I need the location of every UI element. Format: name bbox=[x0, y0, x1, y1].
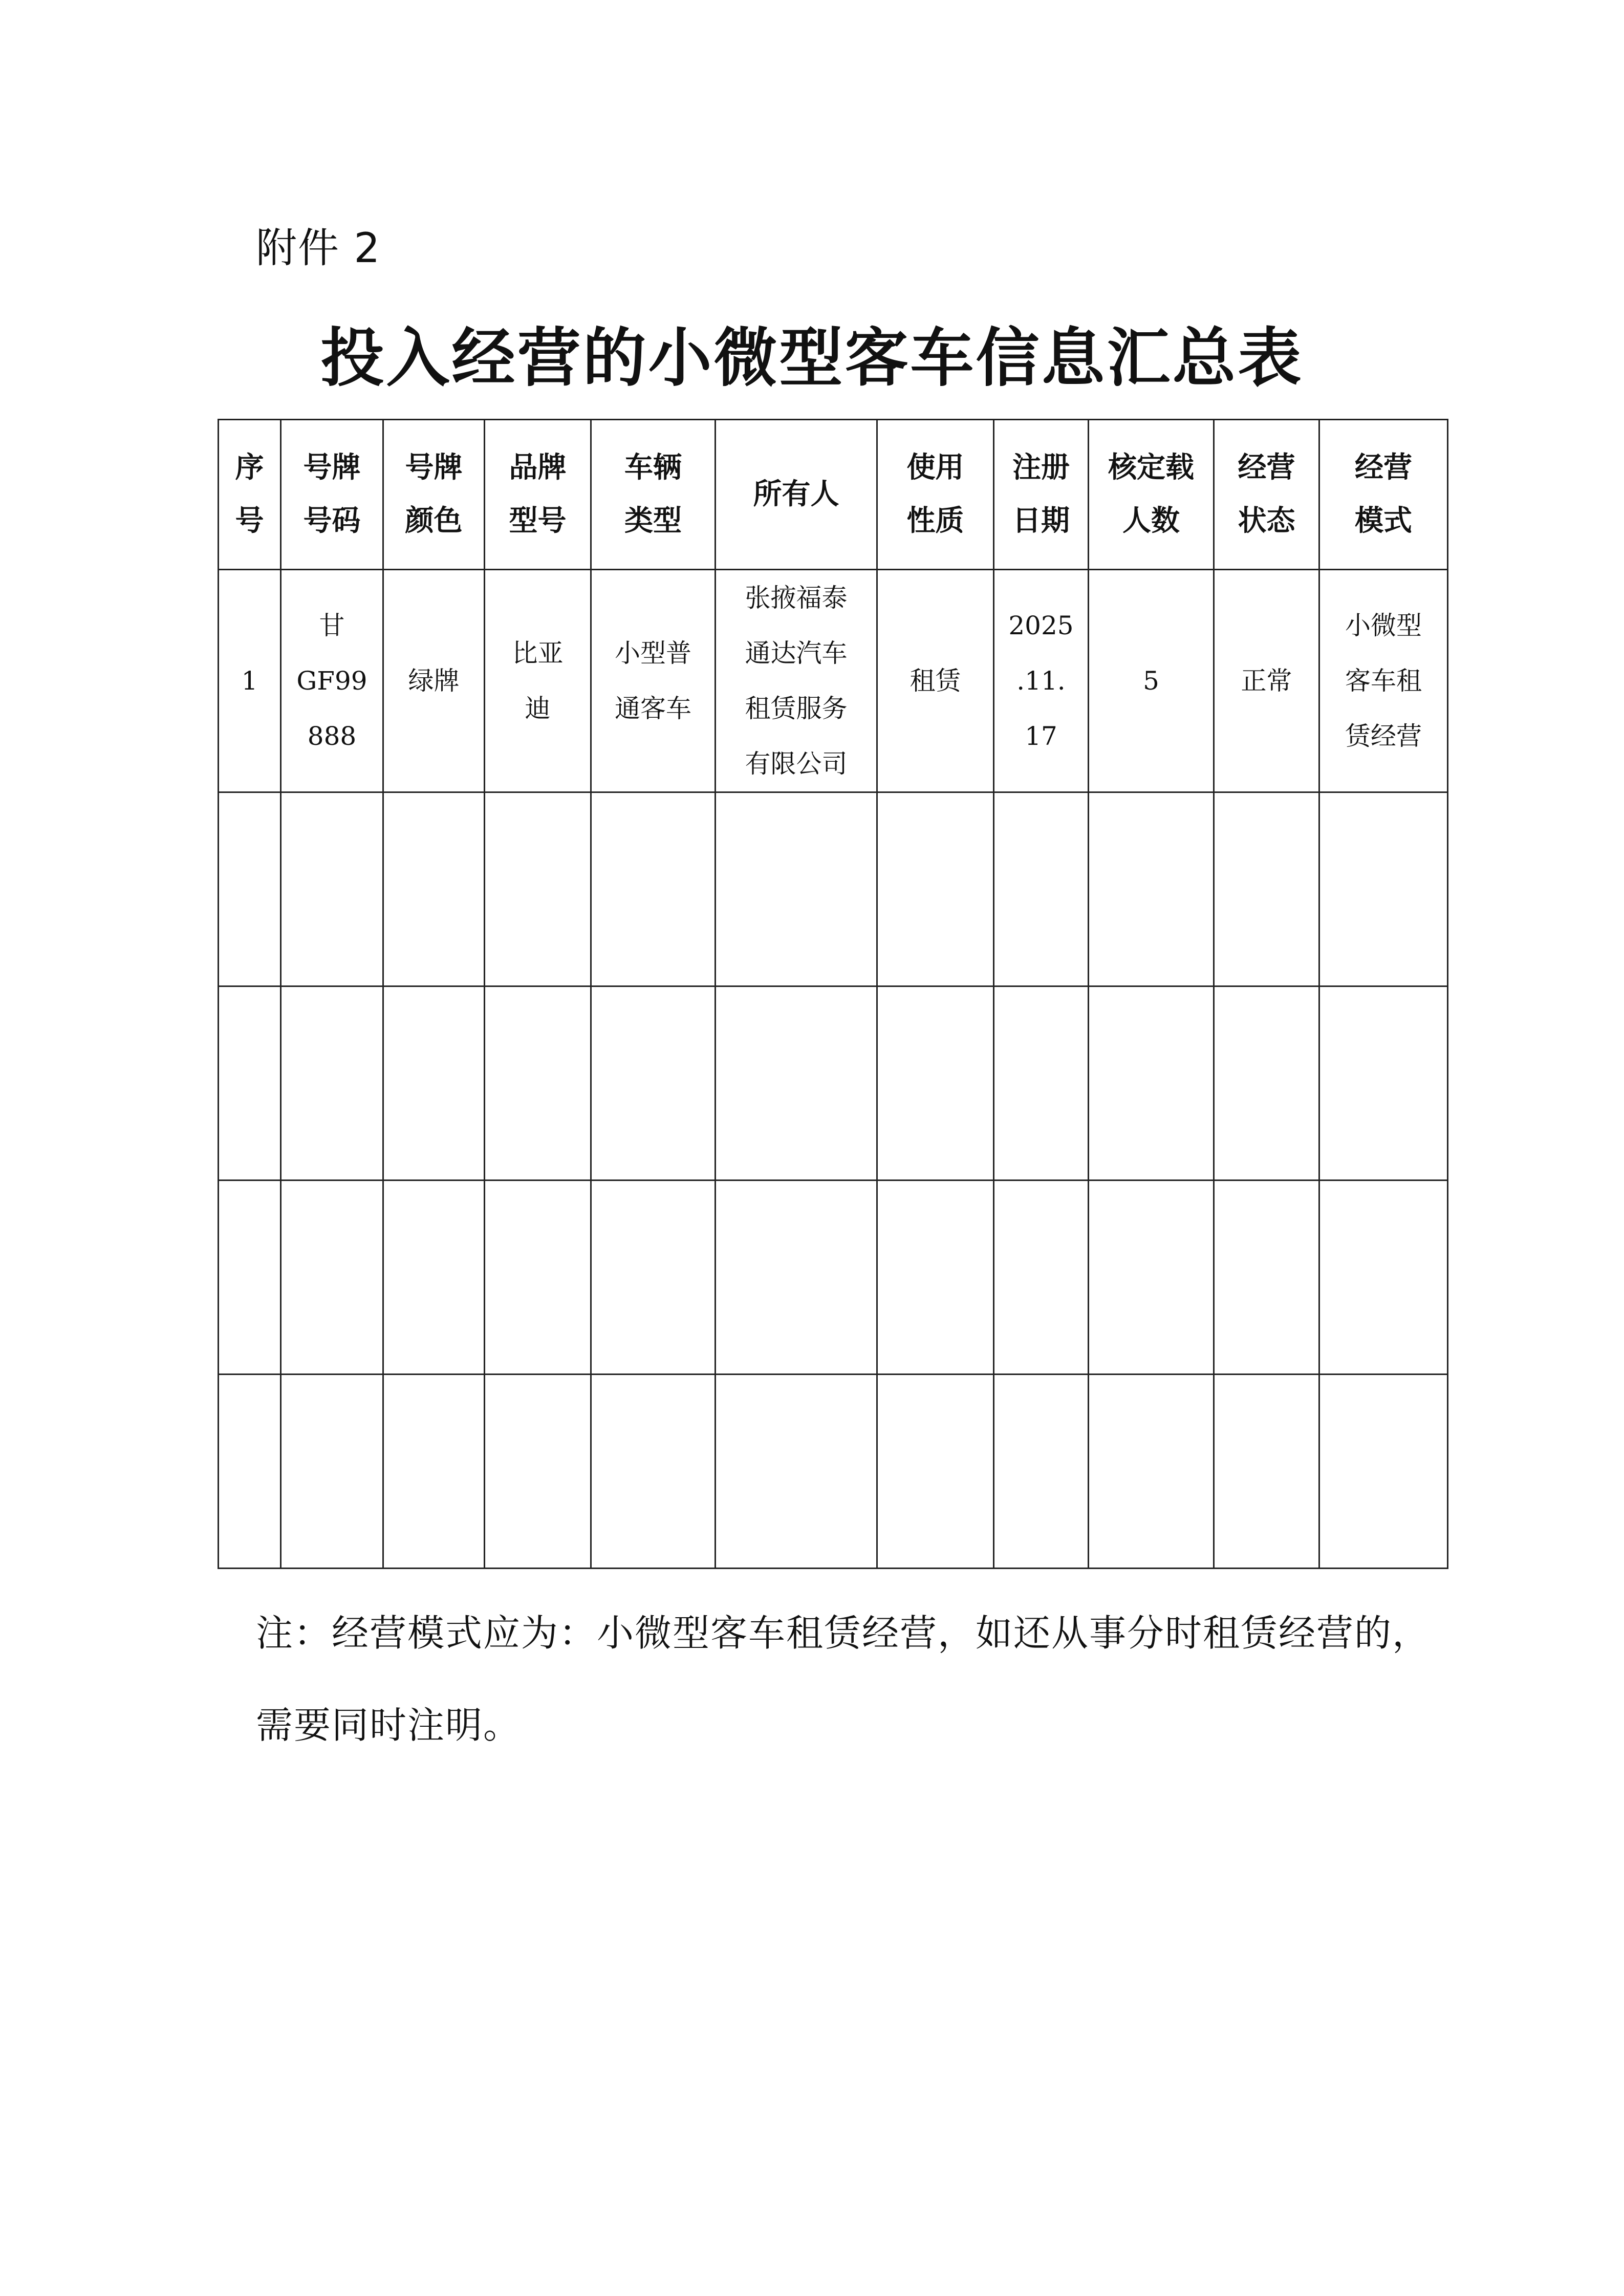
cell-plate-number: 甘 GF99 888 bbox=[281, 570, 383, 792]
empty-cell bbox=[1089, 986, 1214, 1181]
empty-cell bbox=[716, 986, 877, 1181]
table-row bbox=[219, 570, 1448, 792]
header-operation-mode: 经营 模式 bbox=[1319, 420, 1448, 570]
empty-cell bbox=[1214, 1375, 1319, 1569]
empty-cell bbox=[485, 986, 591, 1181]
empty-cell bbox=[383, 986, 485, 1181]
footnote: 注：经营模式应为：小微型客车租赁经营，如还从事分时租赁经营的，需要同时注明。 bbox=[256, 1612, 1431, 1747]
header-plate-number: 号牌 号码 bbox=[281, 420, 383, 570]
empty-cell bbox=[1319, 792, 1448, 986]
empty-cell bbox=[383, 1375, 485, 1569]
empty-cell bbox=[877, 1181, 994, 1375]
empty-cell bbox=[877, 792, 994, 986]
empty-cell bbox=[994, 986, 1089, 1181]
empty-cell bbox=[281, 1375, 383, 1569]
cell-plate-color: 绿牌 bbox=[383, 570, 485, 792]
empty-cell bbox=[1214, 792, 1319, 986]
header-seats: 核定载 人数 bbox=[1089, 420, 1214, 570]
empty-cell bbox=[877, 1375, 994, 1569]
empty-table-row bbox=[219, 792, 1448, 986]
empty-table-row bbox=[219, 986, 1448, 1181]
header-status: 经营 状态 bbox=[1214, 420, 1319, 570]
empty-cell bbox=[1089, 792, 1214, 986]
cell-owner: 张掖福泰 通达汽车 租赁服务 有限公司 bbox=[716, 570, 877, 792]
empty-cell bbox=[485, 792, 591, 986]
cell-vehicle-type: 小型普 通客车 bbox=[591, 570, 716, 792]
empty-table-row bbox=[219, 1375, 1448, 1569]
empty-cell bbox=[383, 792, 485, 986]
empty-cell bbox=[716, 1375, 877, 1569]
vehicle-summary-table bbox=[218, 419, 1448, 1569]
empty-cell bbox=[219, 792, 281, 986]
cell-registration-date: 2025 .11. 17 bbox=[994, 570, 1089, 792]
empty-cell bbox=[485, 1181, 591, 1375]
empty-cell bbox=[591, 792, 716, 986]
header-brand-model: 品牌 型号 bbox=[485, 420, 591, 570]
table-header-row bbox=[219, 420, 1448, 570]
header-owner: 所有人 bbox=[716, 420, 877, 570]
empty-cell bbox=[219, 1375, 281, 1569]
cell-seq: 1 bbox=[219, 570, 281, 792]
empty-cell bbox=[994, 792, 1089, 986]
header-usage: 使用 性质 bbox=[877, 420, 994, 570]
empty-cell bbox=[383, 1181, 485, 1375]
cell-status: 正常 bbox=[1214, 570, 1319, 792]
empty-cell bbox=[716, 792, 877, 986]
empty-cell bbox=[591, 1375, 716, 1569]
page-title: 投入经营的小微型客车信息汇总表 bbox=[320, 321, 1304, 395]
empty-cell bbox=[485, 1375, 591, 1569]
empty-cell bbox=[219, 986, 281, 1181]
cell-seats: 5 bbox=[1089, 570, 1214, 792]
empty-cell bbox=[1214, 1181, 1319, 1375]
empty-cell bbox=[994, 1181, 1089, 1375]
cell-brand-model: 比亚 迪 bbox=[485, 570, 591, 792]
empty-cell bbox=[1089, 1375, 1214, 1569]
cell-operation-mode: 小微型 客车租 赁经营 bbox=[1319, 570, 1448, 792]
empty-cell bbox=[1214, 986, 1319, 1181]
empty-cell bbox=[281, 792, 383, 986]
empty-cell bbox=[1089, 1181, 1214, 1375]
empty-cell bbox=[716, 1181, 877, 1375]
header-registration-date: 注册 日期 bbox=[994, 420, 1089, 570]
empty-cell bbox=[1319, 986, 1448, 1181]
empty-cell bbox=[281, 986, 383, 1181]
header-seq: 序 号 bbox=[219, 420, 281, 570]
empty-cell bbox=[591, 1181, 716, 1375]
empty-cell bbox=[1319, 1181, 1448, 1375]
header-vehicle-type: 车辆 类型 bbox=[591, 420, 716, 570]
empty-cell bbox=[1319, 1375, 1448, 1569]
empty-cell bbox=[994, 1375, 1089, 1569]
empty-cell bbox=[591, 986, 716, 1181]
empty-cell bbox=[219, 1181, 281, 1375]
cell-usage: 租赁 bbox=[877, 570, 994, 792]
header-plate-color: 号牌 颜色 bbox=[383, 420, 485, 570]
attachment-label: 附件 2 bbox=[256, 224, 381, 272]
empty-cell bbox=[877, 986, 994, 1181]
empty-cell bbox=[281, 1181, 383, 1375]
empty-table-row bbox=[219, 1181, 1448, 1375]
